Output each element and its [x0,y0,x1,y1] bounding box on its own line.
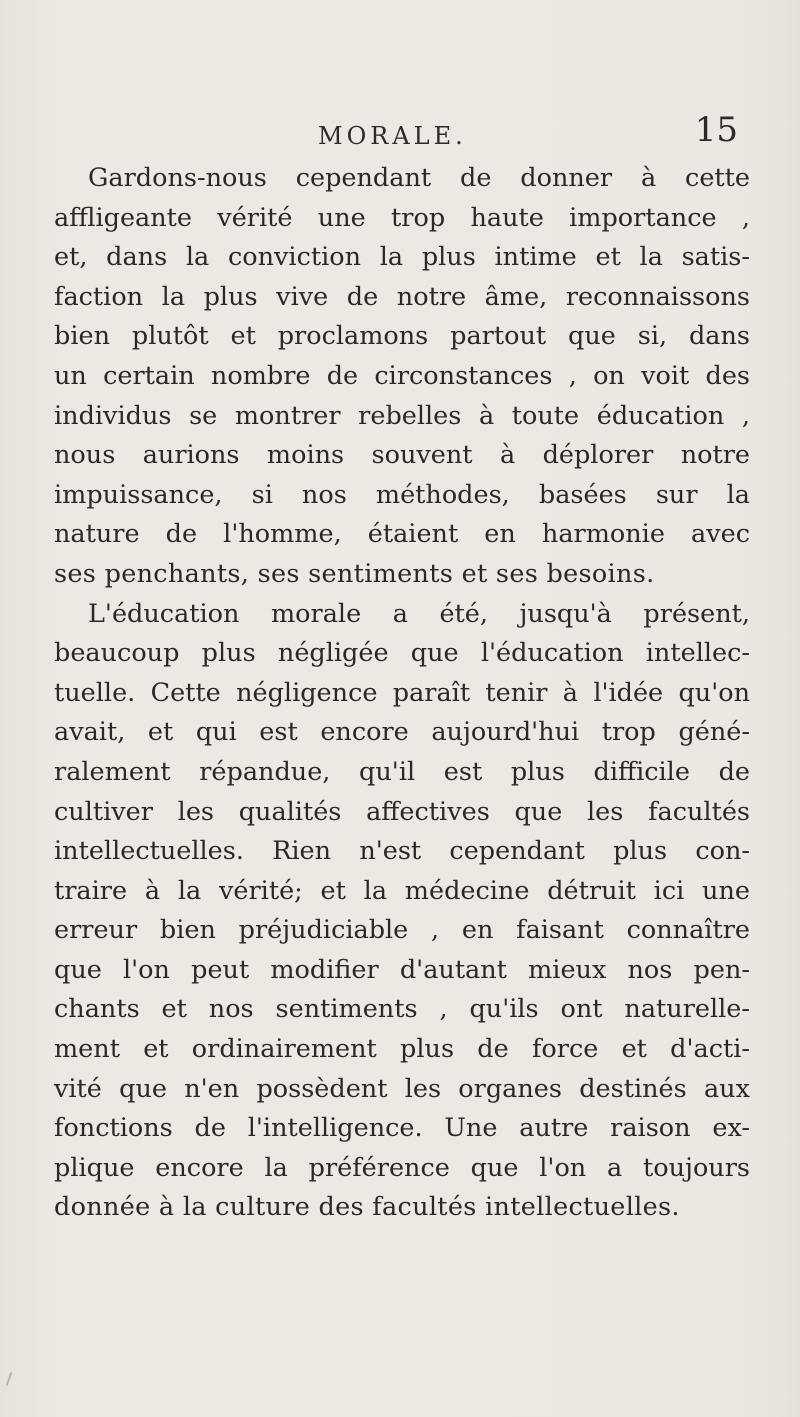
text-line: intellectuelles. Rien n'est cependant plus con- [54,836,750,867]
text-line: erreur bien préjudiciable , en faisant connaître [54,915,750,946]
text-line: plique encore la préférence que l'on a toujours [54,1152,750,1183]
text-line: nature de l'homme, étaient en harmonie avec [54,519,750,550]
text-line: que l'on peut modifier d'autant mieux nos pen- [54,954,750,985]
text-line: donnée à la culture des facultés intellectuelles. [54,1192,680,1223]
text-line: ralement répandue, qu'il est plus difficile de [54,756,750,787]
text-line: un certain nombre de circonstances , on voit des [54,360,750,391]
text-line: nous aurions moins souvent à déplorer notre [54,440,750,471]
text-line: tuelle. Cette négligence paraît tenir à l'idée qu'on [54,677,750,708]
text-line: individus se montrer rebelles à toute éducation , [54,400,750,431]
text-line: faction la plus vive de notre âme, reconnaissons [54,281,750,312]
text-line: et, dans la conviction la plus intime et la satis- [54,242,750,273]
page-number: 15 [694,110,738,150]
text-line: chants et nos sentiments , qu'ils ont naturelle- [54,994,750,1025]
text-line: avait, et qui est encore aujourd'hui trop géné- [54,717,750,748]
running-head: MORALE. [318,122,467,150]
text-line: vité que n'en possèdent les organes destinés aux [54,1073,750,1104]
text-line: cultiver les qualités affectives que les facultés [54,796,750,827]
text-line: Gardons-nous cependant de donner à cette [88,163,750,193]
text-line: ment et ordinairement plus de force et d'acti- [54,1034,750,1065]
text-line: ses penchants, ses sentiments et ses besoins. [54,558,655,589]
text-line: fonctions de l'intelligence. Une autre raison ex- [54,1113,750,1144]
body-text [54,159,750,1228]
text-line: L'éducation morale a été, jusqu'à présent, [88,598,750,629]
page-header [0,110,800,156]
text-line: bien plutôt et proclamons partout que si, dans [54,321,750,352]
text-line: affligeante vérité une trop haute importance , [54,202,750,233]
text-line: beaucoup plus négligée que l'éducation intellec- [54,638,750,669]
scan-speck [6,1372,13,1386]
text-line: traire à la vérité; et la médecine détruit ici une [54,875,750,906]
text-line: impuissance, si nos méthodes, basées sur la [54,479,750,510]
